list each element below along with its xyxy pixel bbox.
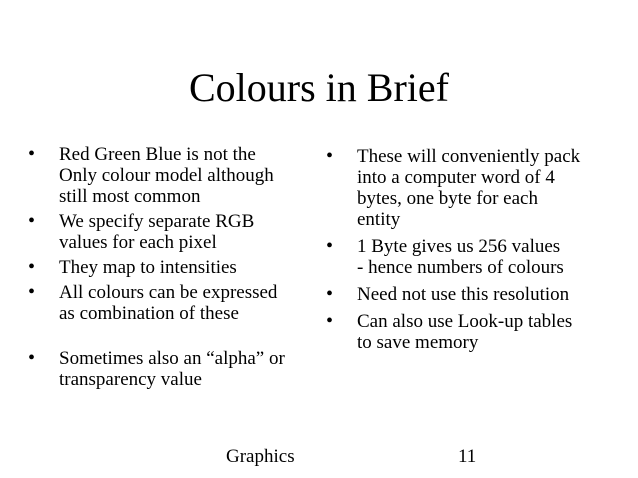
bullet-line: - hence numbers of colours: [357, 257, 564, 278]
bullet-line: 1 Byte gives us 256 values: [357, 236, 561, 257]
bullet-dot-icon: •: [326, 235, 334, 257]
bullet-line: We specify separate RGB: [59, 211, 255, 232]
bullet-dot-icon: •: [326, 310, 334, 332]
bullet-dot-icon: •: [326, 283, 334, 305]
bullet-dot-icon: •: [326, 145, 334, 167]
bullet-line: Can also use Look-up tables: [357, 311, 573, 332]
bullet-line: transparency value: [59, 369, 202, 390]
bullet-line: Need not use this resolution: [357, 284, 570, 305]
page-number: 11: [458, 446, 477, 467]
bullet-dot-icon: •: [28, 143, 36, 165]
left-bullet-list: [28, 144, 320, 394]
bullet-item: [28, 144, 320, 207]
bullet-line: Only colour model although: [59, 165, 274, 186]
bullet-item: [28, 211, 320, 253]
bullet-line: entity: [357, 209, 401, 230]
bullet-line: as combination of these: [59, 303, 239, 324]
bullet-item: [326, 311, 632, 353]
bullet-item: [326, 146, 632, 230]
bullet-item: [28, 282, 320, 324]
bullet-dot-icon: •: [28, 281, 36, 303]
bullet-line: into a computer word of 4: [357, 167, 555, 188]
bullet-line: values for each pixel: [59, 232, 217, 253]
bullet-dot-icon: •: [28, 347, 36, 369]
bullet-line: All colours can be expressed: [59, 282, 278, 303]
bullet-item: [326, 236, 632, 278]
bullet-line: These will conveniently pack: [357, 146, 581, 167]
bullet-item: [28, 257, 320, 278]
bullet-line: Sometimes also an “alpha” or: [59, 348, 285, 369]
footer-label: Graphics: [226, 446, 295, 467]
bullet-line: to save memory: [357, 332, 479, 353]
bullet-line: They map to intensities: [59, 257, 237, 278]
bullet-dot-icon: •: [28, 210, 36, 232]
bullet-line: Red Green Blue is not the: [59, 144, 256, 165]
bullet-item: [326, 284, 632, 305]
bullet-line: still most common: [59, 186, 201, 207]
right-bullet-list: [326, 146, 632, 359]
slide-title: Colours in Brief: [189, 65, 449, 110]
bullet-dot-icon: •: [28, 256, 36, 278]
bullet-item: [28, 348, 320, 390]
bullet-line: bytes, one byte for each: [357, 188, 538, 209]
